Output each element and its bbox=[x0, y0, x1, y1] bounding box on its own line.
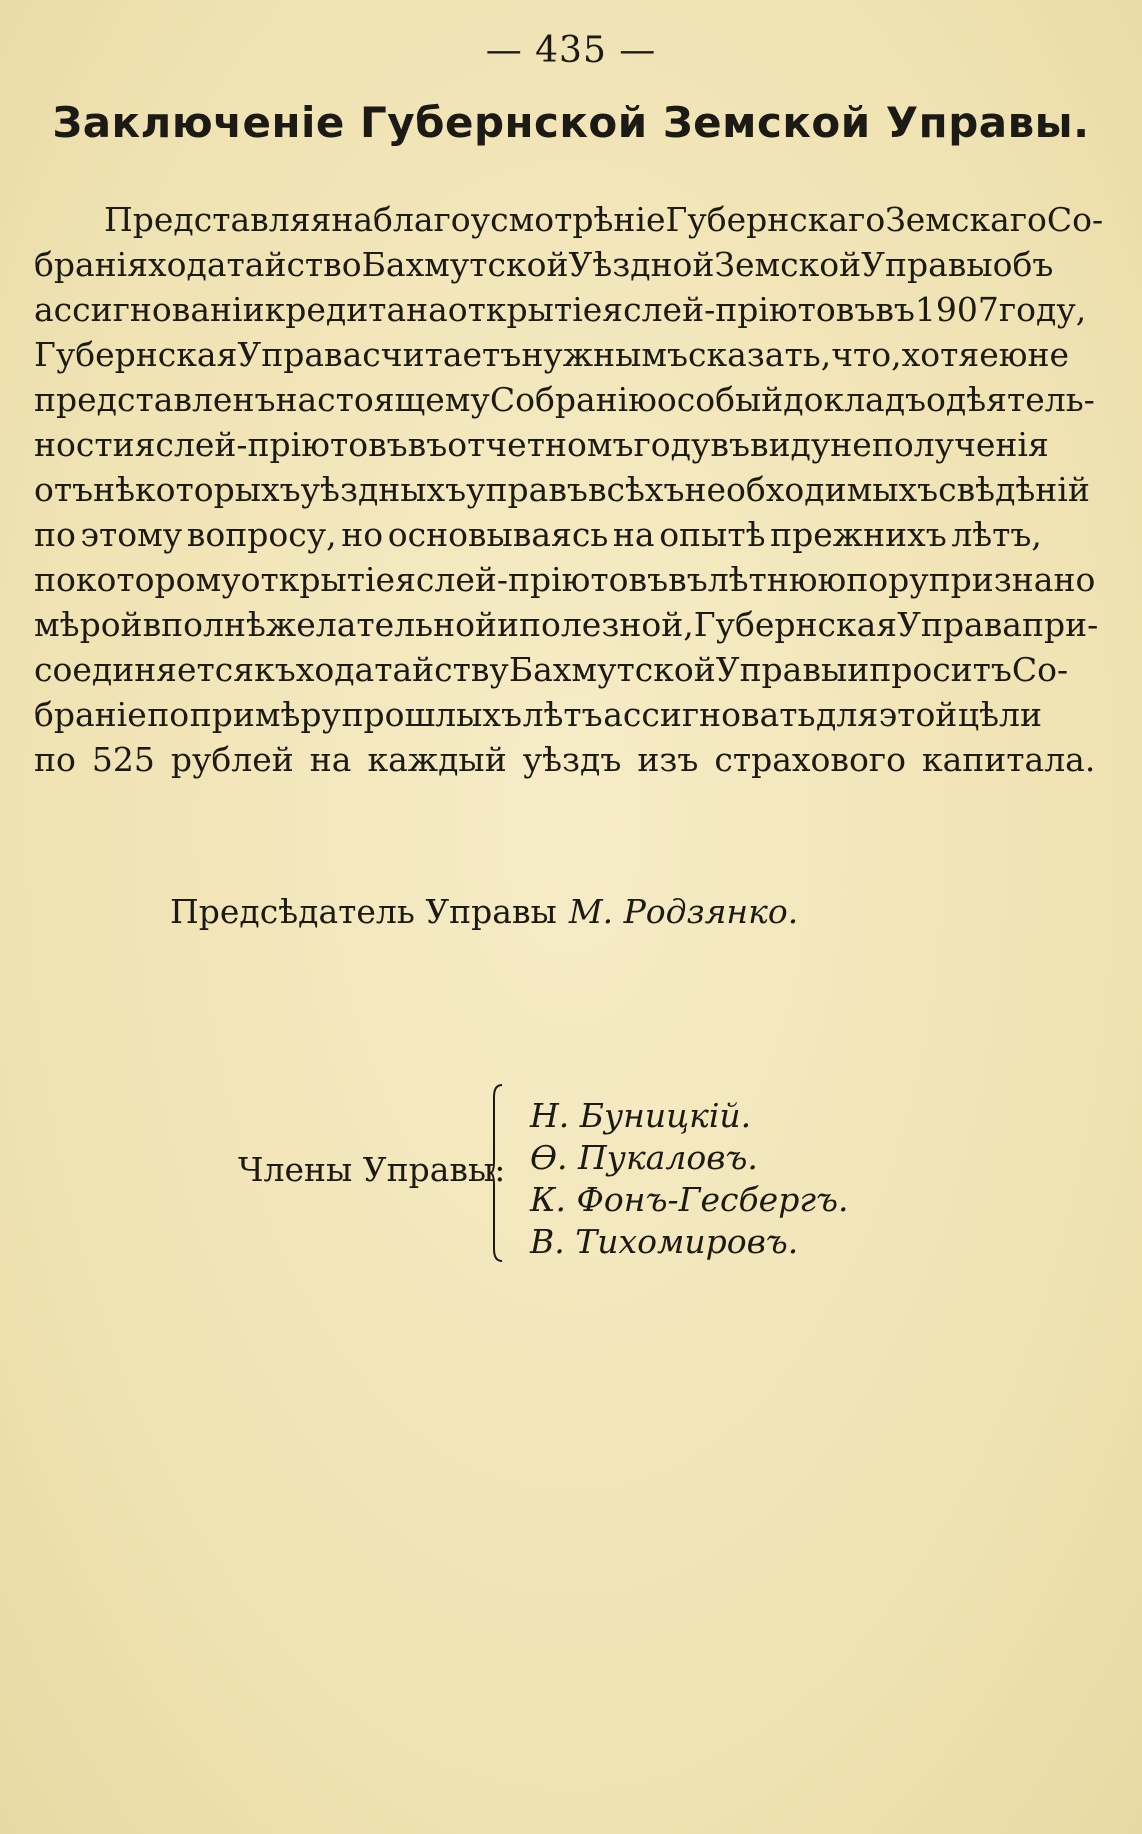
word: Губернскаго bbox=[665, 200, 886, 239]
word: примѣру bbox=[189, 695, 341, 734]
text-line bbox=[34, 197, 1104, 242]
text-line bbox=[34, 242, 1054, 287]
word: считаетъ bbox=[362, 335, 522, 374]
word: Губернская bbox=[693, 605, 898, 644]
curly-brace bbox=[490, 1083, 506, 1263]
word: яслей-пріютовъ bbox=[134, 425, 408, 464]
word: Губернская bbox=[34, 335, 238, 374]
word: Земскаго bbox=[885, 200, 1047, 239]
word: открытіе bbox=[240, 560, 396, 599]
text-line bbox=[34, 737, 1096, 782]
word: неполученія bbox=[830, 425, 1049, 464]
word: 525 bbox=[91, 740, 155, 779]
word: необходимыхъ bbox=[684, 470, 939, 509]
word: пору bbox=[846, 560, 929, 599]
members-list bbox=[530, 1095, 848, 1263]
word: уѣздныхъ bbox=[300, 470, 467, 509]
word: въ bbox=[710, 425, 750, 464]
text-line bbox=[34, 377, 1095, 422]
text-line bbox=[34, 422, 1049, 467]
word: въ bbox=[407, 425, 448, 464]
word: на bbox=[406, 290, 448, 329]
word: лѣтъ, bbox=[951, 515, 1042, 554]
word: Управа bbox=[237, 335, 363, 374]
member-name: К. Фонъ-Гесбергъ. bbox=[530, 1180, 849, 1219]
word: не bbox=[1027, 335, 1069, 374]
page-number: — 435 — bbox=[485, 30, 657, 71]
word: этому bbox=[80, 515, 183, 554]
word: прежнихъ bbox=[770, 515, 947, 554]
word: ассигнованіи bbox=[34, 290, 265, 329]
word: лѣтнюю bbox=[707, 560, 847, 599]
word: отчетномъ bbox=[447, 425, 634, 464]
body-paragraph bbox=[34, 197, 1104, 782]
word: всѣхъ bbox=[587, 470, 685, 509]
word: Управы bbox=[861, 245, 993, 284]
word: ходатайству bbox=[295, 650, 509, 689]
member-name: В. Тихомировъ. bbox=[530, 1222, 799, 1261]
text-line bbox=[34, 332, 1069, 377]
word: рублей bbox=[170, 740, 294, 779]
text-line bbox=[34, 647, 1069, 692]
chairman-label: Предсѣдатель Управы bbox=[170, 892, 557, 931]
word: нѣкоторыхъ bbox=[93, 470, 301, 509]
word: особый bbox=[656, 380, 784, 419]
word: страхового bbox=[714, 740, 906, 779]
word: докладъ bbox=[783, 380, 927, 419]
members-label: Члены Управы: bbox=[238, 1150, 506, 1189]
word: настоящему bbox=[275, 380, 490, 419]
word: опытѣ bbox=[659, 515, 766, 554]
word: и bbox=[496, 605, 519, 644]
member-name: Н. Буницкій. bbox=[530, 1096, 752, 1135]
text-line bbox=[34, 512, 1042, 557]
word: ходатайство bbox=[148, 245, 362, 284]
word: каждый bbox=[367, 740, 507, 779]
word: по bbox=[34, 515, 76, 554]
word: вполнѣ bbox=[142, 605, 266, 644]
word: уѣздъ bbox=[522, 740, 622, 779]
word: отъ bbox=[34, 470, 94, 509]
word: хотя bbox=[901, 335, 980, 374]
word: мѣрой bbox=[34, 605, 143, 644]
word: управъ bbox=[466, 470, 588, 509]
member-name: Ѳ. Пукаловъ. bbox=[530, 1138, 758, 1177]
word: кредита bbox=[264, 290, 407, 329]
word: по bbox=[34, 560, 76, 599]
word: ности bbox=[34, 425, 135, 464]
word: Собранію bbox=[489, 380, 657, 419]
word: которому bbox=[75, 560, 241, 599]
word: лѣтъ bbox=[522, 695, 603, 734]
word: для bbox=[816, 695, 879, 734]
word: и bbox=[847, 650, 870, 689]
word: ассигновать bbox=[603, 695, 816, 734]
word: виду bbox=[749, 425, 831, 464]
word: изъ bbox=[637, 740, 699, 779]
word: въ bbox=[668, 560, 708, 599]
word: о bbox=[926, 380, 946, 419]
word: году, bbox=[998, 290, 1087, 329]
word: желательной bbox=[265, 605, 497, 644]
word: полезной, bbox=[518, 605, 694, 644]
word: объ bbox=[992, 245, 1054, 284]
word: 1907 bbox=[914, 290, 999, 329]
word: по bbox=[34, 740, 76, 779]
word: цѣли bbox=[957, 695, 1042, 734]
word: признано bbox=[928, 560, 1096, 599]
word: Со- bbox=[1046, 200, 1104, 239]
word: браніе bbox=[34, 695, 147, 734]
word: дѣятель- bbox=[945, 380, 1095, 419]
text-line bbox=[34, 557, 1096, 602]
word: прошлыхъ bbox=[341, 695, 523, 734]
word: бранія bbox=[34, 245, 149, 284]
word: къ bbox=[254, 650, 296, 689]
word: Уѣздной bbox=[568, 245, 715, 284]
word: по bbox=[147, 695, 190, 734]
word: при- bbox=[1021, 605, 1099, 644]
word: на bbox=[309, 740, 352, 779]
word: свѣдѣній bbox=[938, 470, 1090, 509]
word: Управа bbox=[897, 605, 1022, 644]
word: но bbox=[341, 515, 384, 554]
word: ею bbox=[979, 335, 1028, 374]
word: яслей-пріютовъ bbox=[395, 560, 669, 599]
word: соединяется bbox=[34, 650, 255, 689]
word: нужнымъ bbox=[521, 335, 689, 374]
word: Земской bbox=[714, 245, 862, 284]
word: этой bbox=[878, 695, 958, 734]
text-line bbox=[34, 467, 1090, 512]
chairman-signature bbox=[170, 892, 798, 931]
text-line bbox=[34, 692, 1042, 737]
word: Бахмутской bbox=[508, 650, 716, 689]
word: представленъ bbox=[34, 380, 276, 419]
word: сказать, bbox=[688, 335, 832, 374]
word: капитала. bbox=[921, 740, 1096, 779]
word: Бахмутской bbox=[361, 245, 569, 284]
text-line bbox=[34, 287, 1087, 332]
word: основываясь bbox=[387, 515, 609, 554]
word: проситъ bbox=[869, 650, 1012, 689]
word: Со- bbox=[1011, 650, 1069, 689]
word: на bbox=[612, 515, 655, 554]
text-line bbox=[34, 602, 1099, 647]
chairman-name: М. Родзянко. bbox=[568, 892, 799, 931]
word: въ bbox=[875, 290, 915, 329]
page-title: Заключеніе Губернской Земской Управы. bbox=[52, 98, 1090, 147]
word: яслей-пріютовъ bbox=[602, 290, 876, 329]
word: что, bbox=[831, 335, 902, 374]
word: вопросу, bbox=[186, 515, 337, 554]
word: году bbox=[633, 425, 711, 464]
word: благоусмотрѣніе bbox=[373, 200, 666, 239]
word: Представляя bbox=[104, 200, 332, 239]
word: открытіе bbox=[447, 290, 603, 329]
word: Управы bbox=[715, 650, 848, 689]
word: на bbox=[331, 200, 374, 239]
